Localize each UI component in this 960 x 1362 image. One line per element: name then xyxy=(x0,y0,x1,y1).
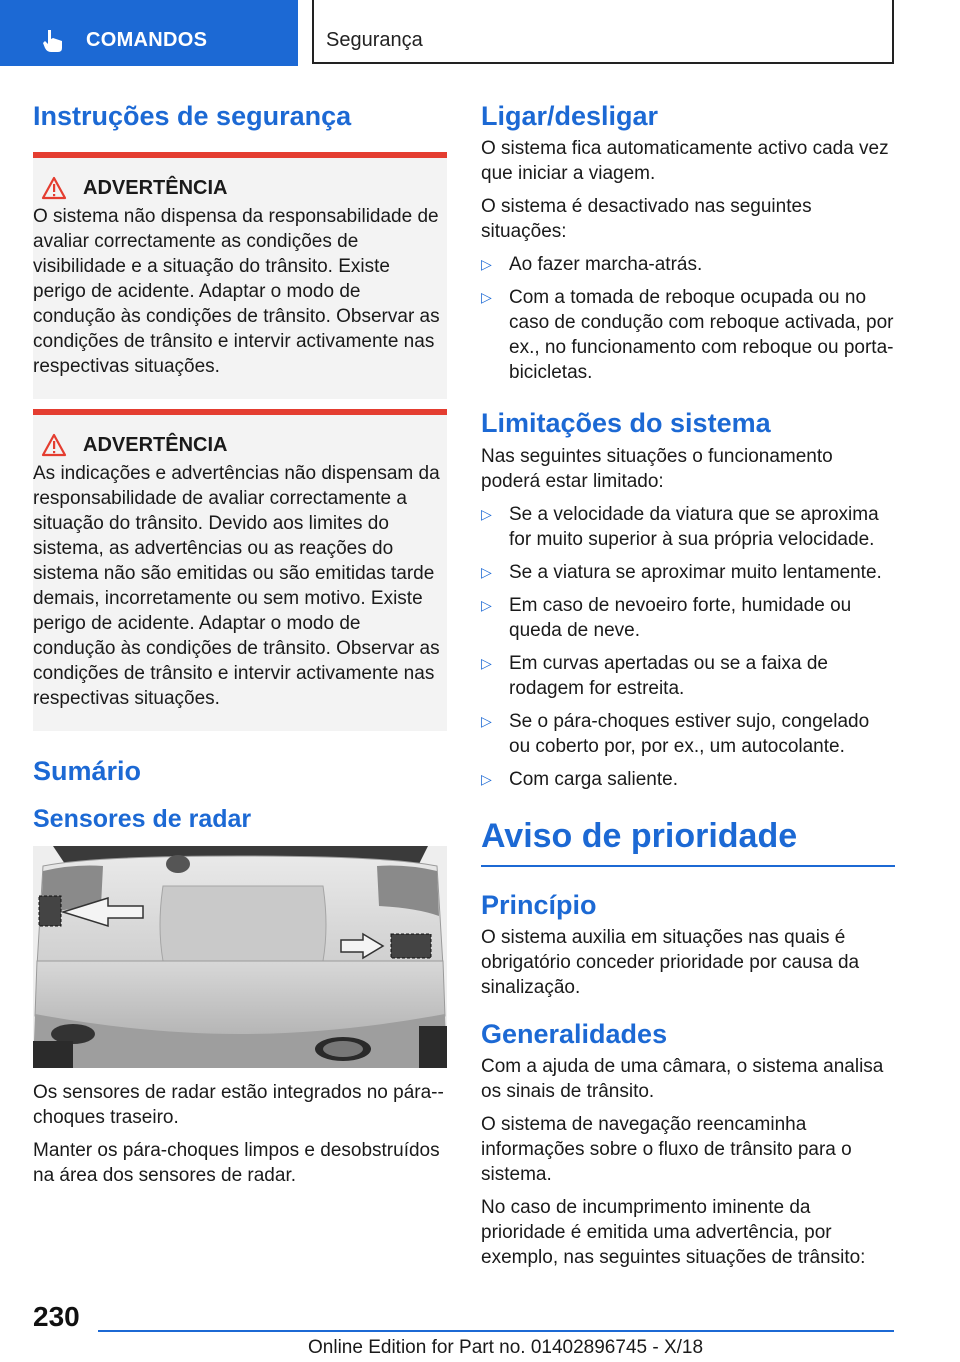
tab-comandos-label: COMANDOS xyxy=(86,29,208,51)
warning-box-2 xyxy=(33,409,447,731)
list-item: ▷ Com a tomada de reboque ocupada ou no caso de condução com reboque activada, por ex., no funcionamento com reboque ou porta-bicicletas. xyxy=(481,287,894,384)
general-title: Generalidades xyxy=(481,1018,668,1049)
system-limits-list xyxy=(481,502,895,792)
hand-pointer-icon xyxy=(40,28,66,54)
on-off-paragraph-2: O sistema é desactivado nas seguintes situações: xyxy=(481,196,812,243)
summary-title: Sumário xyxy=(33,756,142,787)
system-limits-title: Limitações do sistema xyxy=(481,408,771,439)
radar-paragraph-2: Manter os pára-choques limpos e desobstruídos na área dos sensores de radar. xyxy=(33,1139,440,1186)
warning-box-1 xyxy=(33,152,447,399)
radar-paragraph-1: Os sensores de radar estão integrados no pára--choques traseiro. xyxy=(33,1081,444,1128)
page-number: 230 xyxy=(33,1301,80,1332)
safety-instructions-title: Instruções de segurança xyxy=(33,101,352,131)
list-item: ▷ Ao fazer marcha-atrás. xyxy=(481,254,703,276)
warning-text: As indicações e advertências não dispensam da responsabilidade de avaliar correctamente a situação do trânsito. Devido aos limites do sistema, as advertências ou as reações do sistema não são emitidas ou são emitidas tarde demais, incorretamente ou sem motivo. Existe perigo de acidente. Adaptar o modo de condução às condições de trânsito. Observar as condições de trânsito e intervir activamente nas respectivas situações. xyxy=(33,463,440,710)
footer-edition: Online Edition for Part no. 01402896745 - X/18 xyxy=(308,1337,704,1358)
tab-seguranca-label: Segurança xyxy=(326,29,423,51)
system-limits-paragraph: Nas seguintes situações o funcionamento poderá estar limitado: xyxy=(481,445,833,492)
triangle-bullet-icon: ▷ xyxy=(481,596,492,613)
principle-title: Princípio xyxy=(481,889,597,920)
general-paragraph-3: No caso de incumprimento iminente da prioridade é emitida uma advertência, por exemplo, nas seguintes situações de trânsito: xyxy=(481,1197,866,1269)
on-off-paragraph-1: O sistema fica automaticamente activo cada vez que iniciar a viagem. xyxy=(481,138,889,185)
on-off-title: Ligar/desligar xyxy=(481,101,659,131)
list-item: ▷ Se a velocidade da viatura que se aproxima for muito superior à sua própria velocidade. xyxy=(481,503,879,550)
list-item: ▷ Se a viatura se aproximar muito lentamente. xyxy=(481,561,882,583)
right-column xyxy=(481,100,895,1270)
warning-label: ADVERTÊNCIA xyxy=(83,433,228,456)
footer-divider xyxy=(98,1330,894,1332)
warning-triangle-icon xyxy=(41,433,67,457)
tab-comandos[interactable] xyxy=(0,0,298,66)
warning-triangle-icon xyxy=(41,176,67,200)
tab-seguranca[interactable] xyxy=(312,0,894,64)
triangle-bullet-icon: ▷ xyxy=(481,770,492,787)
warning-label: ADVERTÊNCIA xyxy=(83,176,228,199)
principle-paragraph: O sistema auxilia em situações nas quais é obrigatório conceder prioridade por causa da sinalização. xyxy=(481,926,860,998)
left-column xyxy=(33,100,447,1188)
warning-text: O sistema não dispensa da responsabilidade de avaliar correctamente as condições de visibilidade e a situação do trânsito. Existe perigo de acidente. Adaptar o modo de condução às condições de trânsito. Observar as condições de trânsito e intervir activamente nas respectivas situações. xyxy=(33,206,440,378)
triangle-bullet-icon: ▷ xyxy=(481,505,492,522)
triangle-bullet-icon: ▷ xyxy=(481,256,492,273)
section-divider xyxy=(481,865,895,867)
triangle-bullet-icon: ▷ xyxy=(481,654,492,671)
radar-sensors-title: Sensores de radar xyxy=(33,804,252,833)
list-item: ▷ Com carga saliente. xyxy=(481,768,678,790)
triangle-bullet-icon: ▷ xyxy=(481,289,492,306)
triangle-bullet-icon: ▷ xyxy=(481,563,492,580)
list-item: ▷ Se o pára-choques estiver sujo, congelado ou coberto por, por ex., um autocolante. xyxy=(481,710,870,757)
general-paragraph-1: Com a ajuda de uma câmara, o sistema analisa os sinais de trânsito. xyxy=(481,1056,884,1103)
list-item: ▷ Em caso de nevoeiro forte, humidade ou queda de neve. xyxy=(481,594,852,641)
on-off-list xyxy=(481,252,895,385)
rear-bumper-illustration xyxy=(33,846,447,1068)
list-item: ▷ Em curvas apertadas ou se a faixa de rodagem for estreita. xyxy=(481,652,828,699)
page-header xyxy=(0,0,960,66)
triangle-bullet-icon: ▷ xyxy=(481,712,492,729)
priority-warning-title: Aviso de prioridade xyxy=(481,816,798,855)
general-paragraph-2: O sistema de navegação reencaminha informações sobre o fluxo de trânsito para o sistema. xyxy=(481,1114,852,1186)
